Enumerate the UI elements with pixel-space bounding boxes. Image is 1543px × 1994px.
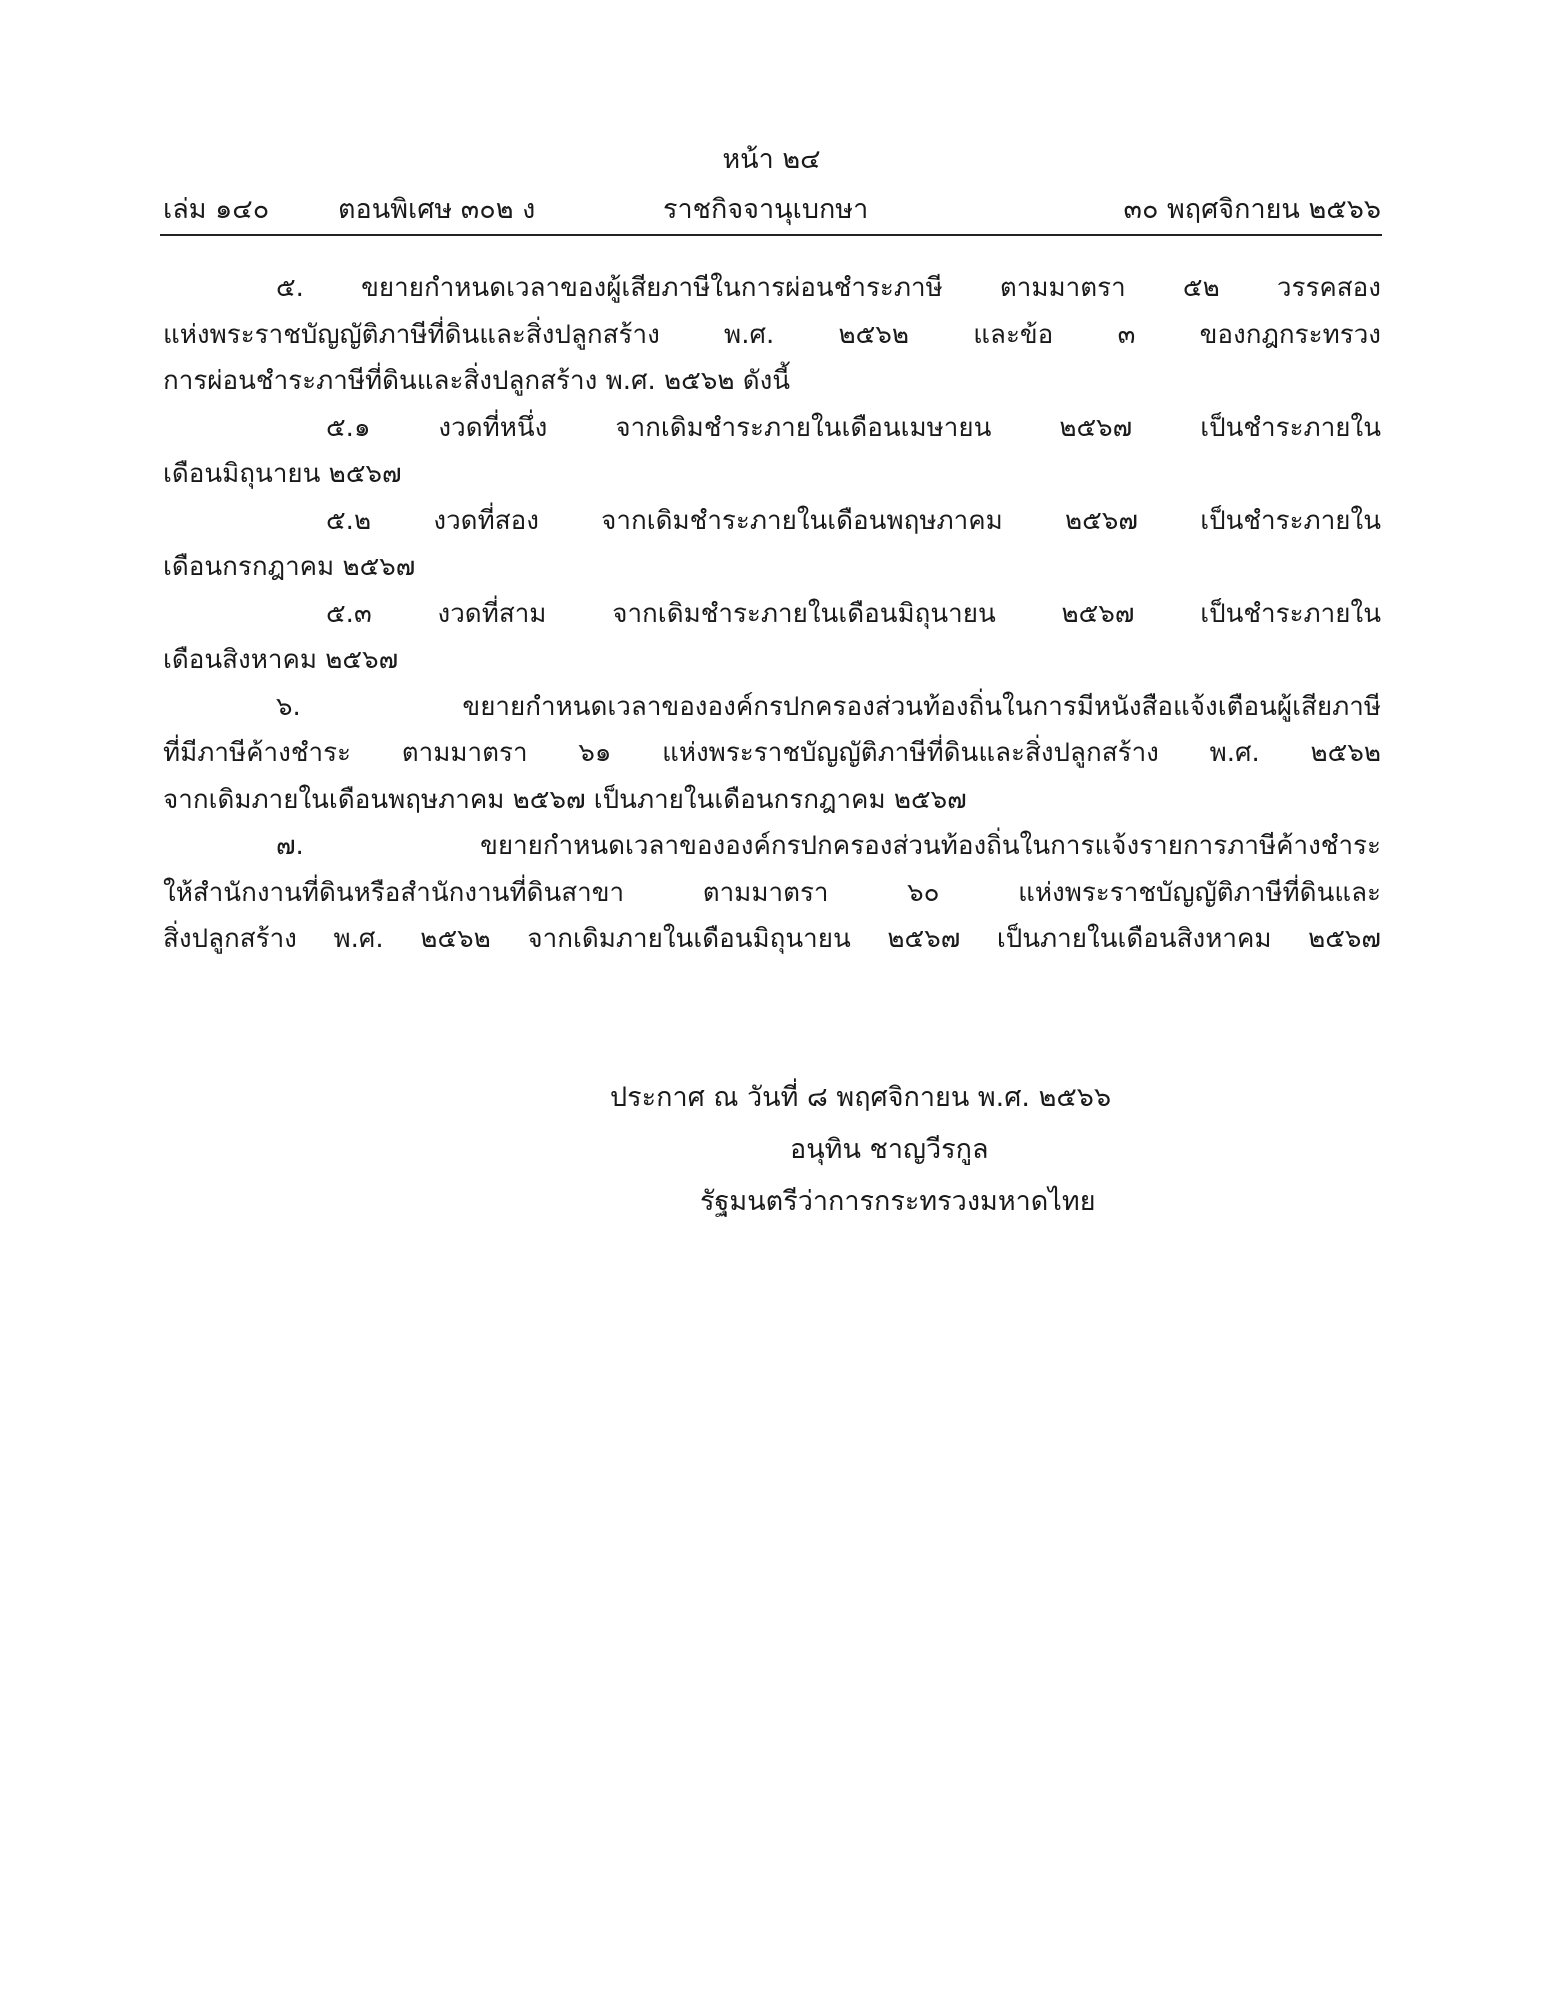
issue-label: ตอนพิเศษ ๓๐๒ ง [338,194,536,225]
text-line: สิ่งปลูกสร้าง พ.ศ. ๒๕๖๒ จากเดิมภายในเดือนมิถุนายน ๒๕๖๗ เป็นภายในเดือนสิงหาคม ๒๕๖๗ [163,924,1381,954]
text-line: การผ่อนชำระภาษีที่ดินและสิ่งปลูกสร้าง พ.ศ. ๒๕๖๒ ดังนี้ [163,366,791,396]
text-line: ๕. ขยายกำหนดเวลาของผู้เสียภาษีในการผ่อนชำระภาษี ตามมาตรา ๕๒ วรรคสอง [276,273,1381,303]
text-line: เดือนสิงหาคม ๒๕๖๗ [163,645,399,675]
text-line: ๕.๓ งวดที่สาม จากเดิมชำระภายในเดือนมิถุนายน ๒๕๖๗ เป็นชำระภายใน [326,598,1381,629]
paragraph-5-2 [163,498,1381,591]
paragraph-5-1 [163,405,1381,498]
text-line: ๕.๒ งวดที่สอง จากเดิมชำระภายในเดือนพฤษภาคม ๒๕๖๗ เป็นชำระภายใน [326,505,1381,536]
text-line: เดือนมิถุนายน ๒๕๖๗ [163,459,402,489]
paragraph-6 [163,684,1381,824]
text-line: ๕.๑ งวดที่หนึ่ง จากเดิมชำระภายในเดือนเมษายน ๒๕๖๗ เป็นชำระภายใน [326,412,1381,443]
text-line: ๖. ขยายกำหนดเวลาขององค์กรปกครองส่วนท้องถิ่นในการมีหนังสือแจ้งเตือนผู้เสียภาษี [276,691,1381,722]
announcement-date: ประกาศ ณ วันที่ ๘ พฤศจิกายน พ.ศ. ๒๕๖๖ [610,1082,1112,1113]
text-line: ๗. ขยายกำหนดเวลาขององค์กรปกครองส่วนท้องถิ่นในการแจ้งรายการภาษีค้างชำระ [276,831,1381,861]
document-body [163,265,1381,963]
page-number: หน้า ๒๔ [722,144,821,175]
text-line: ให้สำนักงานที่ดินหรือสำนักงานที่ดินสาขา ตามมาตรา ๖๐ แห่งพระราชบัญญัติภาษีที่ดินและ [163,877,1381,908]
paragraph-5 [163,265,1381,405]
volume-label: เล่ม ๑๔๐ [163,194,270,225]
text-line: ที่มีภาษีค้างชำระ ตามมาตรา ๖๑ แห่งพระราชบัญญัติภาษีที่ดินและสิ่งปลูกสร้าง พ.ศ. ๒๕๖๒ [163,738,1381,768]
signatory-title: รัฐมนตรีว่าการกระทรวงมหาดไทย [700,1186,1096,1217]
paragraph-7 [163,823,1381,963]
signatory-name: อนุทิน ชาญวีรกูล [790,1134,989,1165]
text-line: แห่งพระราชบัญญัติภาษีที่ดินและสิ่งปลูกสร้าง พ.ศ. ๒๕๖๒ และข้อ ๓ ของกฎกระทรวง [163,319,1381,350]
text-line: เดือนกรกฎาคม ๒๕๖๗ [163,552,416,582]
gazette-header [163,193,1381,229]
header-divider [160,234,1382,236]
gazette-name: ราชกิจจานุเบกษา [663,194,869,225]
paragraph-5-3 [163,591,1381,684]
publication-date: ๓๐ พฤศจิกายน ๒๕๖๖ [1123,194,1381,225]
text-line: จากเดิมภายในเดือนพฤษภาคม ๒๕๖๗ เป็นภายในเดือนกรกฎาคม ๒๕๖๗ [163,784,967,815]
